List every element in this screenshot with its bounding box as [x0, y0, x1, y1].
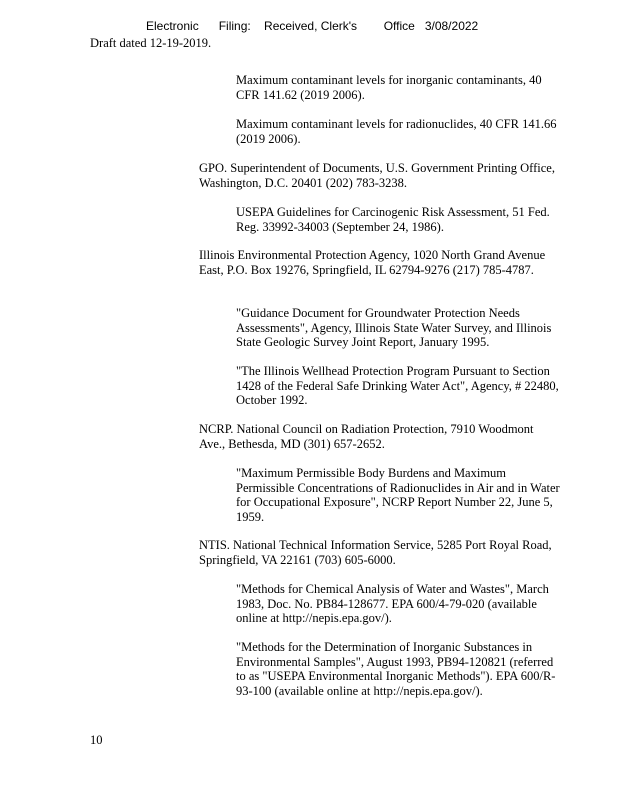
reference-carcinogenic-guidelines: USEPA Guidelines for Carcinogenic Risk Assessment, 51 Fed. Reg. 33992-34003 (September 24, 1986).: [236, 205, 550, 234]
draft-date: Draft dated 12-19-2019.: [90, 36, 212, 50]
reference-ncrp: NCRP. National Council on Radiation Protection, 7910 Woodmont Ave., Bethesda, MD (301) 657-2652.: [199, 422, 534, 451]
reference-ncrp-report: "Maximum Permissible Body Burdens and Maximum Permissible Concentrations of Radionuclides in Air and in Water for Occupational Exposure", NCRP Report Number 22, June 5, 1959.: [236, 466, 560, 524]
reference-ntis: NTIS. National Technical Information Service, 5285 Port Royal Road, Springfield, VA 22161 (703) 605-6000.: [199, 538, 552, 567]
reference-inorganic-mcl: Maximum contaminant levels for inorganic contaminants, 40 CFR 141.62 (2019 2006).: [236, 73, 542, 102]
reference-illinois-epa: Illinois Environmental Protection Agency, 1020 North Grand Avenue East, P.O. Box 19276, Springfield, IL 62794-9276 (217) 785-4787.: [199, 248, 546, 277]
filing-stamp-header: Electronic Filing: Received, Clerk's Office 3/08/2022: [146, 19, 479, 33]
page-number: 10: [90, 733, 103, 747]
reference-radionuclide-mcl: Maximum contaminant levels for radionuclides, 40 CFR 141.66 (2019 2006).: [236, 117, 557, 146]
reference-groundwater-guidance: "Guidance Document for Groundwater Protection Needs Assessments", Agency, Illinois State Water Survey, and Illinois State Geologic Survey Joint Report, January 1995.: [236, 306, 552, 349]
reference-inorganic-methods: "Methods for the Determination of Inorganic Substances in Environmental Samples", August 1993, PB94-120821 (referred to as "USEPA Environmental Inorganic Methods"). EPA 600/R-93-100 (available online at http://nepis.epa.gov/).: [236, 640, 556, 698]
reference-gpo: GPO. Superintendent of Documents, U.S. Government Printing Office, Washington, D.C. 20401 (202) 783-3238.: [199, 161, 555, 190]
reference-chemical-analysis-methods: "Methods for Chemical Analysis of Water and Wastes", March 1983, Doc. No. PB84-128677. EPA 600/4-79-020 (available online at http://nepis.epa.gov/).: [236, 582, 549, 625]
reference-wellhead-protection: "The Illinois Wellhead Protection Program Pursuant to Section 1428 of the Federal Safe Drinking Water Act", Agency, # 22480, October 1992.: [236, 364, 559, 407]
